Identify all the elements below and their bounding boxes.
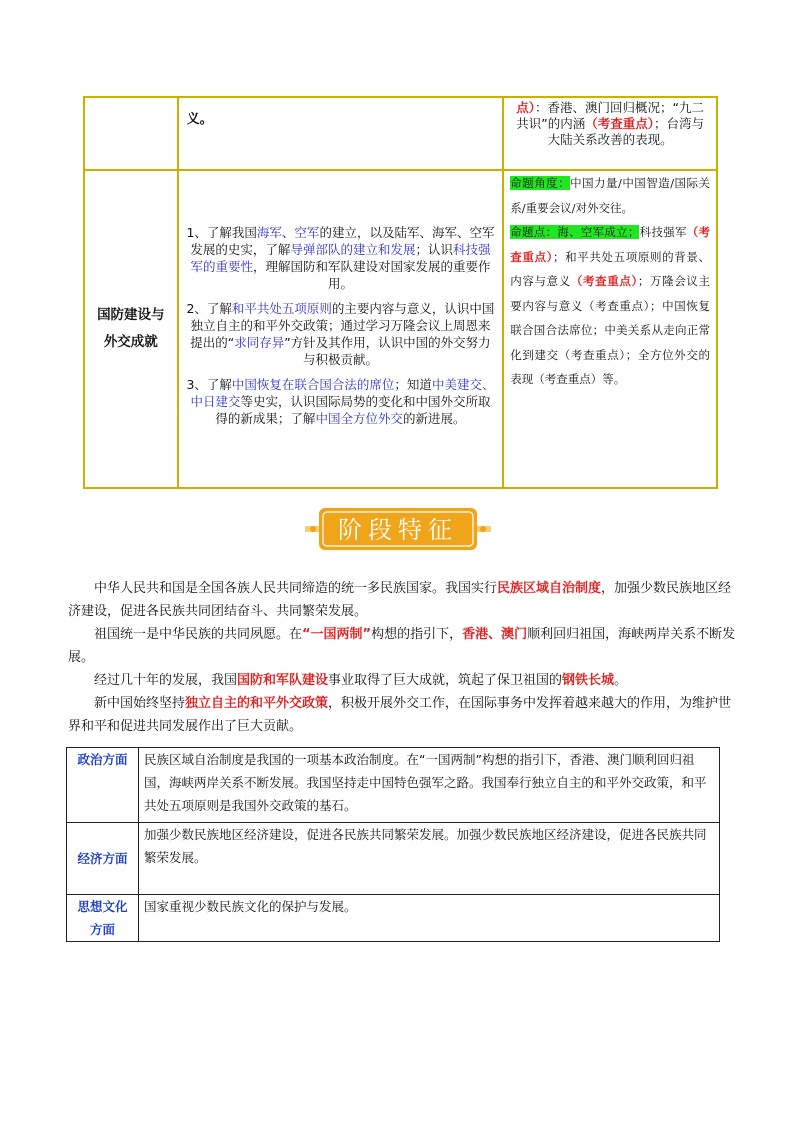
row-header-culture: 思想文化方面 xyxy=(67,895,139,942)
keyword: 国防和军队建设 xyxy=(237,673,329,688)
text: 2、了解 xyxy=(186,300,232,316)
topic-cell-empty xyxy=(84,97,178,170)
text: 3、了解 xyxy=(186,376,232,392)
requirement-item xyxy=(185,300,497,368)
exam-notes xyxy=(504,98,716,150)
table-row xyxy=(84,170,717,488)
highlight-label: 命题点：海、空军成立； xyxy=(510,225,640,239)
row-content: 民族区域自治制度是我国的一项基本政治制度。在“一国两制”构想的指引下，香港、澳门顺利回归祖国，海峡两岸关系不断发展。我国坚持走中国特色强军之路。我国奉行独立自主的和平外交政策，和平共处五项原则是我国外交政策的基石。 xyxy=(139,748,720,823)
text: 祖国统一是中华民族的共同夙愿。在 xyxy=(94,627,303,642)
notes-emphasis: （考查重点） xyxy=(570,274,638,288)
text: ，积极开展外交工作，在国际事务中发挥着越来越大的作用，为维护世界和平和促进共同发展作出了巨大贡献。 xyxy=(68,696,732,734)
keyword: 求同存异 xyxy=(234,334,285,350)
paragraph xyxy=(68,669,740,692)
requirements xyxy=(179,224,503,427)
notes-text: ：香港、澳门回归概况；“九二共识”的内涵 xyxy=(516,100,705,131)
row-header-politics: 政治方面 xyxy=(67,748,139,823)
requirement-cell xyxy=(178,97,504,170)
row-content: 国家重视少数民族文化的保护与发展。 xyxy=(139,895,720,942)
notes-emphasis: 点） xyxy=(516,100,536,115)
paragraph xyxy=(68,623,740,669)
notes-text: ；和平共处五项原则的背景、内容与意义 xyxy=(510,249,711,288)
text: ；知道 xyxy=(394,376,432,392)
table-row xyxy=(67,823,720,895)
keyword: 独立自主的和平外交政策 xyxy=(185,696,329,711)
text: 的主要内容与意义，认识中国独立自主的和平外交政策；通过学习万隆会议上周恩来提出的“ xyxy=(190,300,495,350)
text: ，理解国防和军队建设对国家发展的重要作用。 xyxy=(252,258,491,291)
keyword: 中国全方位外交 xyxy=(315,410,403,426)
paragraph xyxy=(68,577,740,623)
keyword: 民族区域自治制度 xyxy=(497,581,602,596)
requirement-cell xyxy=(178,170,504,488)
keyword: 香港、澳门 xyxy=(462,627,528,642)
text: 。 xyxy=(614,673,628,688)
stage-title-badge xyxy=(305,506,491,552)
text: ，加强少数民族地区经济建设，促进各民族共同团结奋斗、共同繁荣发展。 xyxy=(68,581,732,619)
notes-text: ；台湾与大陆关系改善的表现。 xyxy=(547,116,705,147)
text: 中华人民共和国是全国各族人民共同缔造的统一多民族国家。我国实行 xyxy=(94,581,498,596)
keyword: 空军 xyxy=(294,224,320,240)
keyword: 导弹部队的建立和发展 xyxy=(290,241,416,257)
text: 等史实，认识国际局势的变化和中国外交所取得的新成果；了解 xyxy=(215,393,491,426)
summary-paragraphs xyxy=(68,577,740,738)
text: 新中国始终坚持 xyxy=(94,696,186,711)
notes-emphasis: （考查重点） xyxy=(585,116,654,131)
table-row xyxy=(67,748,720,823)
notes-text: 科技强军 xyxy=(639,225,687,239)
topic-line: 外交成就 xyxy=(103,334,158,350)
keyword: 中国恢复在联合国合法的席位 xyxy=(231,376,395,392)
keyword: 钢铁长城 xyxy=(562,673,615,688)
knowledge-table xyxy=(83,96,718,489)
requirement-item xyxy=(185,224,497,292)
text: 事业取得了巨大成就，筑起了保卫祖国的 xyxy=(328,673,563,688)
highlight-label: 命题角度： xyxy=(510,176,571,190)
keyword: 中美建交、中日建交 xyxy=(190,376,495,409)
table-row xyxy=(67,895,720,942)
keyword: 和平共处五项原则 xyxy=(231,300,332,316)
notes-text: ；万隆会议主要内容与意义（考查重点）；中国恢复联合国合法席位；中美关系从走向正常化到建交（考查重点）；全方位外交的表现（考查重点）等。 xyxy=(510,274,711,386)
topic-cell xyxy=(84,170,178,488)
requirement-tail: 义。 xyxy=(186,112,213,127)
keyword: 海军 xyxy=(256,224,282,240)
exam-notes-cell xyxy=(503,97,717,170)
notes-text: 中国力量/中国智造/国际关系/重要会议/对外交往。 xyxy=(510,176,710,215)
text: 1、了解我国 xyxy=(186,224,257,240)
text: ”方针及其作用，认识中国的外交努力与积极贡献。 xyxy=(284,334,491,367)
text: 的建立，以及陆军、海军、空军发展的史实，了解 xyxy=(190,224,495,257)
paragraph xyxy=(68,692,740,738)
summary-table xyxy=(66,747,720,942)
topic-title xyxy=(85,302,177,356)
text: 经过几十年的发展，我国 xyxy=(94,673,238,688)
text: 顺利回归祖国，海峡两岸关系不断发展。 xyxy=(68,627,736,665)
text: ；认识 xyxy=(415,241,453,257)
keyword: “一国两制” xyxy=(302,627,372,642)
row-header-economy: 经济方面 xyxy=(67,823,139,895)
notes-emphasis: （考查重点） xyxy=(510,225,711,264)
table-row xyxy=(84,97,717,170)
text: 的新进展。 xyxy=(402,410,466,426)
stage-title-text: 阶段特征 xyxy=(338,516,458,544)
text: 构想的指引下， xyxy=(371,627,463,642)
text: 、 xyxy=(281,224,295,240)
row-content: 加强少数民族地区经济建设，促进各民族共同繁荣发展。加强少数民族地区经济建设，促进各民族共同繁荣发展。 xyxy=(139,823,720,895)
topic-line: 国防建设与 xyxy=(97,307,165,323)
keyword: 科技强军的重要性 xyxy=(190,241,491,274)
requirement-item xyxy=(185,376,497,427)
exam-notes xyxy=(504,171,716,392)
exam-notes-cell xyxy=(503,170,717,488)
